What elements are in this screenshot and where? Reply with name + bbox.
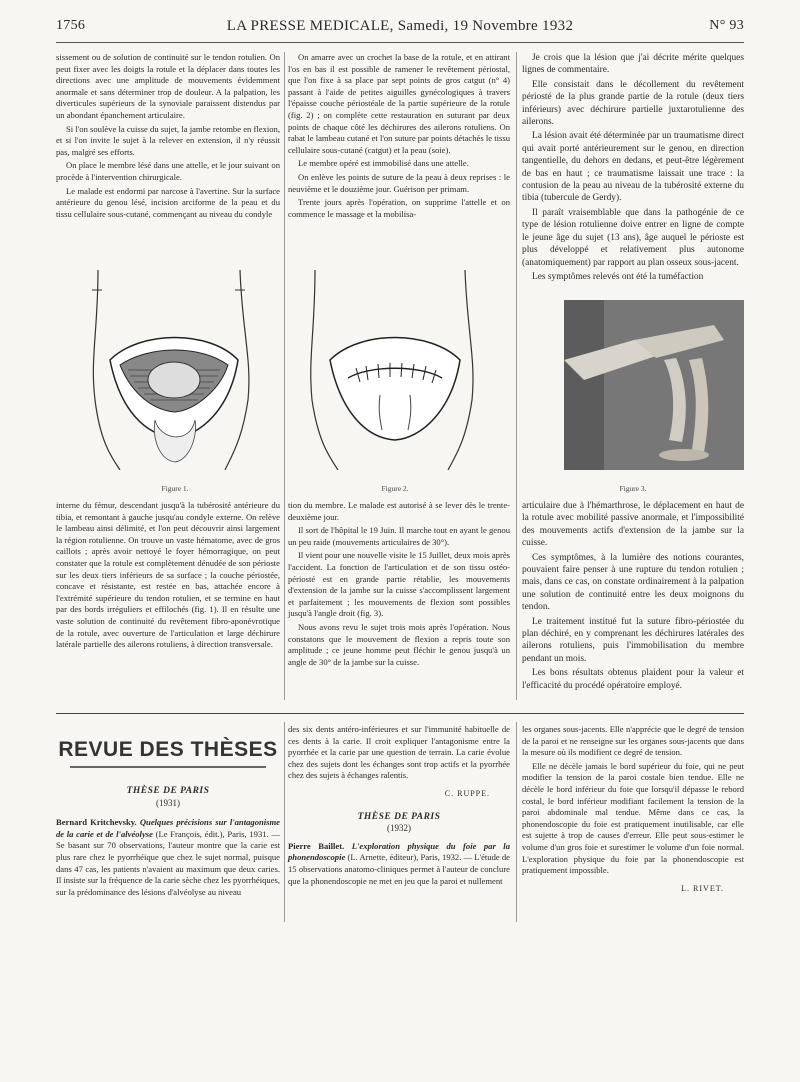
paragraph: Elle ne décèle jamais le bord supérieur du foie, qui ne peut modifier la tension de la paroi costale bien tendue. Elle ne décèle le bord inférieur du foie que lorsqu'il dépasse le rebord costal, le bord inférieur modifiant facilement la tension de la paroi abdominale mal tendue. Même dans ce cas, la phonendoscopie du foie est pratiquement inutilisable, car elle est sujette à trop de causes d'erreur. Elle peut sous-estimer le volume d'un gros foie et surestimer le volume d'un foie normal. L'exploration physique du foie par la phonendoscopie est pratiquement impossible.: [522, 760, 744, 876]
figure-1-drawing: [80, 270, 270, 470]
paragraph: Trente jours après l'opération, on supprime l'attelle et on commence le massage et la mobilisa-: [288, 197, 510, 219]
section-rule: [56, 713, 744, 714]
column-divider: [516, 722, 517, 922]
paragraph: Le traitement institué fut la suture fibro-périostée du plan déchiré, en y comprenant les déchirures latérales des ailerons rotuliens, puis l'immobilisation du membre pendant un mois.: [522, 616, 744, 664]
paragraph: Il vient pour une nouvelle visite le 15 Juillet, deux mois après l'accident. La fonction de l'articulation et de son tissu ostéo-périosté est en grande partie rétablie, les mouvements d'extension de la jambe sur la cuisse s'accomplissent largement et parfaitement ; les mouvements de flexion sont possibles jusqu'à l'angle droit (fig. 3).: [288, 550, 510, 619]
paragraph: Les bons résultats obtenus plaident pour la valeur et l'efficacité du procédé opératoire employé.: [522, 668, 744, 691]
these-summary: (Le François, édit.), Paris, 1931. — Se basant sur 70 observations, l'auteur montre que la carie est plus rare chez le pyorrhéique que chez le sujet normal, puisque dans 47 cas, les patients n'avaient au maximum que deux caries. Il insiste sur la fréquence de la carie sèche chez les pyorrhéiques, sur la prédominance des lésions d'alvéolyse au niveau: [56, 828, 280, 897]
paragraph: Si l'on soulève la cuisse du sujet, la jambe retombe en flexion, et si l'on invite le sujet à la relever en extension, il n'y réussit pas, malgré ses efforts.: [56, 123, 280, 157]
these-heading: THÈSE DE PARIS: [126, 786, 210, 796]
column-divider: [516, 52, 517, 700]
these-column-2: [288, 724, 510, 887]
title-underline: [70, 766, 266, 768]
these-column-3: [522, 724, 744, 894]
paragraph: Le malade est endormi par narcose à l'avertine. Sur la surface antérieure du genou lésé, incision arciforme de la peau et du tissu cellulaire sous-cutané, commençant au niveau du condyle: [56, 185, 280, 219]
these-title: Quelques précisions sur l'antagonisme de la carie et de l'alvéolyse: [56, 817, 281, 839]
paragraph: On enlève les points de suture de la peau à deux reprises : le neuvième et le douzième jour. Guérison per primam.: [288, 171, 510, 194]
figure-2-caption: Figure 2.: [381, 484, 409, 493]
paragraph: les organes sous-jacents. Elle n'apprécie que le degré de tension de la paroi et ne renseigne sur les organes sous-jacents que dans la mesure où ils modifient ce degré de tension.: [522, 724, 744, 758]
these-author: Bernard Kritchevsky.: [56, 817, 137, 828]
these-entry: [288, 841, 510, 887]
article-column-2-top: [288, 52, 510, 220]
author-signature: L. RIVET.: [681, 883, 724, 893]
article-column-3-top: [522, 52, 744, 283]
paragraph: Il paraît vraisemblable que dans la pathogénie de ce type de lésion rotulienne doive entrer en ligne de compte le jeune âge du sujet (13 ans), âge auquel le périoste est plus développé et relativement plus autonome (anatomiquement) par rapport au plan osseux sous-jacent.: [522, 207, 744, 268]
figure-3-photograph: [564, 300, 744, 470]
article-column-3-bottom: [522, 500, 744, 692]
these-heading: THÈSE DE PARIS: [357, 811, 441, 822]
these-title: L'exploration physique du foie par la phonendoscopie: [288, 840, 510, 863]
issue-number: N° 93: [709, 18, 744, 33]
author-signature: C. RUPPE.: [444, 788, 490, 798]
article-column-1-top: [56, 52, 280, 220]
paragraph: tion du membre. Le malade est autorisé à se lever dès le trente-deuxième jour.: [288, 500, 510, 522]
figure-3-caption: Figure 3.: [619, 484, 647, 493]
paragraph: Il sort de l'hôpital le 19 Juin. Il marche tout en ayant le genou un peu raide (mouvements articulaires de 30°).: [288, 525, 510, 547]
section-title: REVUE DES THÈSES: [58, 738, 278, 761]
these-entry: [56, 817, 280, 898]
paragraph: La lésion avait été déterminée par un traumatisme direct qui avait porté antérieurement sur le genou, en direction tangentielle, du dehors en dedans, et peut-être légèrement de bas en haut ; ce traumatisme laissait une trace : la contusion de la peau au niveau de la tubérosité externe du tibia (tubercule de Gerdy).: [522, 131, 744, 204]
paragraph: Les symptômes relevés ont été la tuméfaction: [532, 271, 704, 282]
paragraph: des six dents antéro-inférieures et sur l'immunité habituelle de ces dents à la carie. Il croit expliquer l'antagonisme entre la pyorrhée et la carie par une question de terrain. La carie évolue chez des sujets dont les échanges sont trop actifs et la pyorrhée chez des sujets à échanges ralentis.: [288, 724, 510, 781]
these-author: Pierre Baillet.: [288, 840, 345, 851]
paragraph: Elle consistait dans le décollement du revêtement périosté de la plus grande partie de la rotule (deux tiers inférieurs) avec déchirure partielle juxtarotulienne des ailerons.: [522, 79, 744, 128]
paragraph: Nous avons revu le sujet trois mois après l'opération. Nous constatons que le mouvement de flexion a repris toute son amplitude ; ce jeune homme peut fléchir le genou jusqu'à un angle de 30° de la jambe sur la cuisse.: [288, 621, 510, 667]
figure-2-drawing: [300, 270, 490, 470]
column-divider: [284, 52, 285, 700]
column-divider: [284, 722, 285, 922]
paragraph: interne du fémur, descendant jusqu'à la tubérosité antérieure du tibia, et remontant à gauche jusqu'au condyle externe. On relève le lambeau ainsi délimité, et l'on peut découvrir ainsi largement la région rotulienne. On trouve un vaste hématome, avec de gros caillots ; après avoir nettoyé le foyer hémorragique, on peut constater que la rotule est complètement dénudée de son périoste sur les deux tiers inférieurs de sa surface ; la couche périostée, concave et résistante, est restée en bas, attachée encore à l'extrémité supérieure du tendon rotulien, et se termine en haut par des bords irréguliers et effilochés (fig. 1). Il en résulte une vaste solution de continuité du revêtement fibro-aponévrotique de la rotule, avec ouverture de l'articulation et large déchirure latérale partielle des ailerons rotuliens, à direction transversale.: [56, 500, 280, 650]
paragraph: articulaire due à l'hémarthrose, le déplacement en haut de la rotule avec mobilité passive anormale, et l'impossibilité des mouvements actifs d'extension de la jambe sur la cuisse.: [522, 501, 744, 549]
article-column-2-bottom: [288, 500, 510, 668]
these-year: (1932): [387, 823, 411, 834]
these-year: (1931): [156, 797, 180, 808]
article-column-1-bottom: [56, 500, 280, 651]
paragraph: Ces symptômes, à la lumière des notions courantes, pouvaient faire penser à une rupture du tendon rotulien ; mais, dans ce cas, on constate ordinairement à la palpation une solution de continuité entre les deux moignons du tendon.: [522, 552, 744, 613]
journal-title: LA PRESSE MEDICALE, Samedi, 19 Novembre 1932: [226, 18, 574, 34]
these-summary: (L. Arnette, éditeur), Paris, 1932. — L'étude de 15 observations anatomo-cliniques permet à l'auteur de conclure que la phonendoscopie ne met en jeu que la paroi et nullement: [288, 852, 510, 886]
these-1-column: [56, 786, 280, 898]
header-rule: [56, 42, 744, 43]
paragraph: On amarre avec un crochet la base de la rotule, et en attirant l'os en bas il est possible de ramener le revêtement périostal, que l'on fixe à sa place par sept points de gros catgut (n° 4) passant à l'aide de petites aiguilles gynécologiques à travers l'épaisse couche périostéale de la partie supérieure de la rotule (fig. 2) ; on complète cette restauration en suturant par deux points de chaque côté les déchirures des ailerons rotuliens. On rabat le lambeau cutané et l'on suture par points détachés le tissu cellulaire sous-cutané (catgut) et la peau (soie).: [288, 52, 510, 155]
paragraph: sissement ou de solution de continuité sur le tendon rotulien. On peut fixer avec les doigts la rotule et la déplacer dans toutes les directions avec une amplitude de mouvements évidemment anormale et sans déterminer trop de douleur. A la palpation, les diverticules supérieurs de la synoviale paraissent distendus par un abondant épanchement articulaire.: [56, 52, 280, 120]
paragraph: Je crois que la lésion que j'ai décrite mérite quelques lignes de commentaire.: [522, 53, 744, 76]
figure-1-caption: Figure 1.: [161, 484, 189, 493]
page-header: [56, 18, 744, 40]
paragraph: Le membre opéré est immobilisé dans une attelle.: [298, 158, 469, 169]
page-number: 1756: [56, 18, 86, 33]
paragraph: On place le membre lésé dans une attelle, et le jour suivant on procède à l'intervention chirurgicale.: [56, 160, 280, 182]
